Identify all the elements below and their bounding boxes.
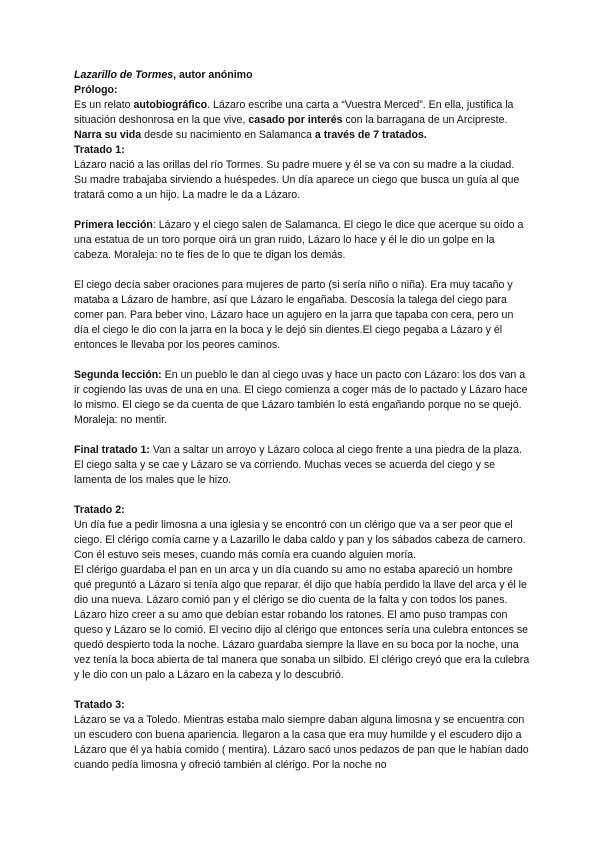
final-tratado1: Final tratado 1: Van a saltar un arroyo y Lázaro coloca al ciego frente a una piedra de la plaza. El ciego salta y se cae y Lázaro se va corriendo. Muchas veces se acuerda del ciego y se lamenta de los males que le hizo.: [74, 444, 522, 486]
tratado2-heading: Tratado 2:: [74, 504, 125, 516]
title-author: , autor anónimo: [173, 69, 253, 81]
segunda-leccion-label: Segunda lección:: [74, 369, 162, 381]
work-title: Lazarillo de Tormes: [74, 69, 174, 81]
tratado1-text: Lázaro nació a las orillas del río Tormes. Su padre muere y él se va con su madre a la ciudad. Su madre trabajaba sirviendo a huéspedes. Un día aparece un ciego que busca un guía al que tratará como a un hijo. La madre le da a Lázaro.: [74, 159, 520, 201]
final-tratado1-label: Final tratado 1:: [74, 444, 150, 456]
primera-leccion-label: Primera lección: [74, 219, 153, 231]
prologo-heading: Prólogo:: [74, 84, 118, 96]
ciego-oraciones-text: El ciego decía saber oraciones para mujeres de parto (si sería niño o niña). Era muy tacaño y mataba a Lázaro de hambre, así que Lázaro le engañaba. Descosía la talega del ciego para comer pan. Para beber vino, Lázaro hace un agujero en la jarra que tapaba con cera, pero un día el ciego le dio con la jarra en la boca y le dejó sin dientes.El ciego pegaba a Lázaro y él entonces le llevaba por los peores caminos.: [74, 279, 514, 351]
tratado1-heading: Tratado 1:: [74, 144, 125, 156]
segunda-leccion: Segunda lección: En un pueblo le dan al ciego uvas y hace un pacto con Lázaro: los dos van a ir cogiendo las uvas de una en una. El ciego comienza a coger más de lo pactado y Lázaro hace lo mismo. El ciego se da cuenta de que Lázaro también lo está engañando porque no se quejó. Moraleja: no mentir.: [74, 369, 528, 426]
tratado3-heading: Tratado 3:: [74, 699, 125, 711]
tratado3-text: Lázaro se va a Toledo. Mientras estaba malo siempre daban alguna limosna y se encuentra con un escudero con buena apariencia. llegaron a la casa que era muy humilde y el escudero dijo a Lázaro que él ya había comido ( mentira). Lázaro sacó unos pedazos de pan que le habían dado cuando pedía limosna y ofreció también al clérigo. Por la noche no: [74, 714, 529, 771]
tratado2-text2: El clérigo guardaba el pan en un arca y un día cuando su amo no estaba apareció un hombre qué preguntó a Lázaro si tenía algo que reparar. él dijo que había perdido la llave del arca y él le dio una nueva. Lázaro comió pan y el clérigo se dio cuenta de la falta y con todos los panes. Lázaro hizo creer a su amo que debían estar robando los ratones. El amo puso trampas con queso y Lázaro se lo comió. El vecino dijo al clérigo que entonces sería una culebra entonces se quedó despierto toda la noche. Lázaro guardaba siempre la llave en su boca por la noche, una vez tenía la boca abierta de tal manera que sonaba un silbido. El clérigo creyó que era la culebra y le dio con un palo a Lázaro en la cabeza y lo descubrió.: [74, 564, 530, 681]
tratado2-text1: Un día fue a pedir limosna a una iglesia y se encontró con un clérigo que va a ser peor que el ciego. El clérigo comía carne y a Lazarillo le daba caldo y pan y los sábados cabeza de carnero. Con él estuvo seis meses, cuando más comía era cuando alguien moría.: [74, 519, 526, 561]
prologo-text: Es un relato autobiográfico. Lázaro escribe una carta a “Vuestra Merced”. En ella, justifica la situación deshonrosa en la que vive, casado por interés con la barragana de un Arcipreste. Narra su vida desde su nacimiento en Salamanca a través de 7 tratados.: [74, 99, 514, 141]
primera-leccion: Primera lección: Lázaro y el ciego salen de Salamanca. El ciego le dice que acerque su oído a una estatua de un toro porque oirá un gran ruido, Lázaro lo hace y él le dio un golpe en la cabeza. Moraleja: no te fíes de lo que te digan los demás.: [74, 219, 524, 261]
document-title: [74, 68, 530, 83]
